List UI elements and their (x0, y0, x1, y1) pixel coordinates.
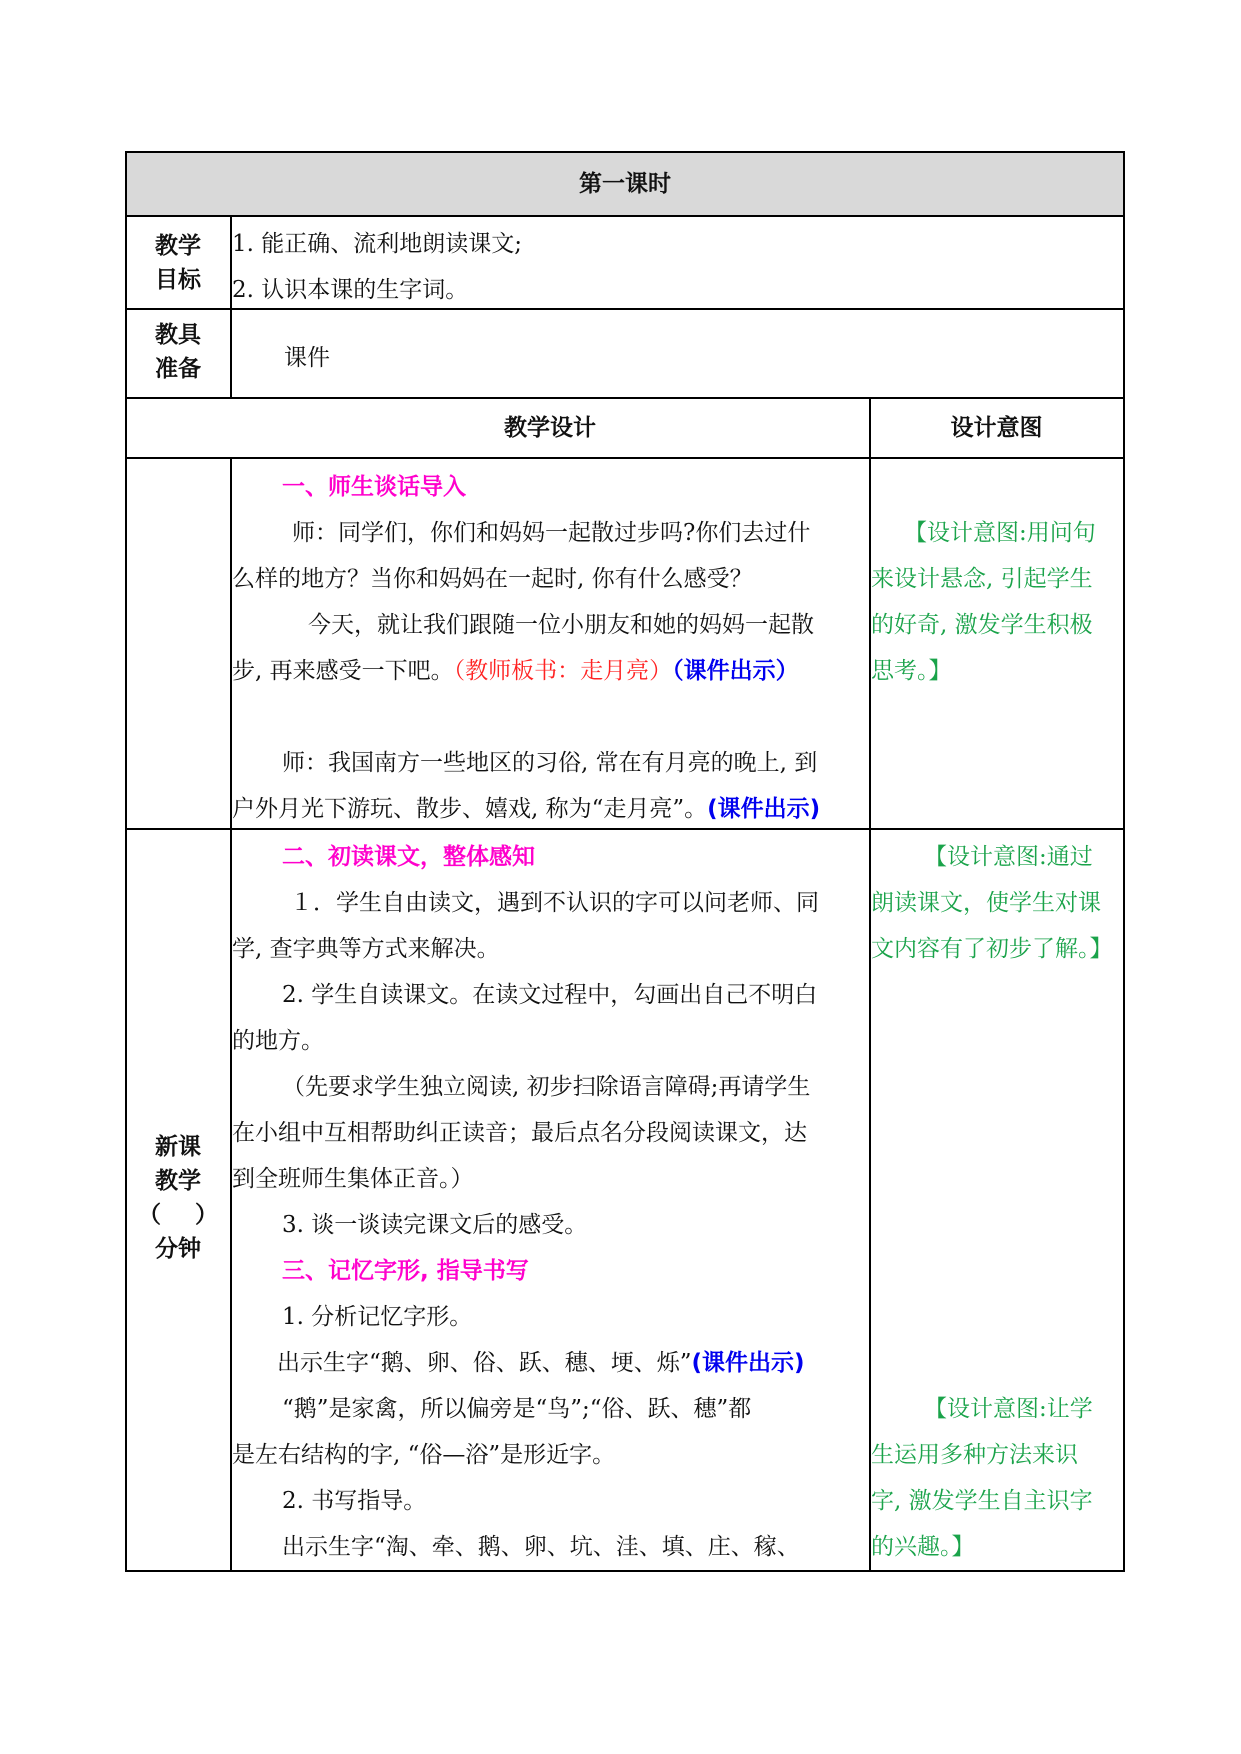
section3-intent: 生运用多种方法来识 (871, 1442, 1078, 1468)
intent-header: 设计意图 (950, 415, 1043, 441)
objective-line: 2. 认识本课的生字词。 (232, 277, 469, 303)
section3-line: 2. 书写指导。 (282, 1488, 427, 1514)
section1-intent: 思考。】 (871, 658, 952, 684)
section3-intent: 【设计意图:让学 (924, 1396, 1093, 1422)
section2-line: 学, 查字典等方式来解决。 (232, 936, 500, 962)
section3-intent: 的兴趣。】 (871, 1534, 975, 1560)
section2-line: １．学生自由读文，遇到不认识的字可以问老师、同 (290, 890, 819, 916)
section2-intent: 文内容有了初步了解。】 (871, 936, 1113, 962)
section1-intent: 来设计悬念, 引起学生 (871, 566, 1093, 592)
courseware-note: （课件出示） (672, 658, 799, 684)
section3-line: 是左右结构的字, “俗—浴”是形近字。 (232, 1442, 616, 1468)
table-border-right (1123, 151, 1125, 1572)
section3-line: 出示生字“鹅、卵、俗、跃、穗、埂、烁”(课件出示) (277, 1350, 805, 1376)
tools-value: 课件 (284, 345, 330, 371)
courseware-note: (课件出示) (691, 1350, 805, 1376)
section1-line: 师：同学们，你们和妈妈一起散过步吗?你们去过什 (292, 520, 811, 546)
section2-line: 在小组中互相帮助纠正读音；最后点名分段阅读课文，达 (232, 1120, 807, 1146)
section3-intent: 字, 激发学生自主识字 (871, 1488, 1093, 1514)
table-rule (125, 397, 1125, 399)
section1-line: 步, 再来感受一下吧。（教师板书：走月亮）（课件出示） (232, 658, 799, 684)
label-column-rule (230, 457, 232, 1572)
section3-line: 1. 分析记忆字形。 (282, 1304, 473, 1330)
section1-line: 师：我国南方一些地区的习俗, 常在有月亮的晚上, 到 (282, 750, 818, 776)
table-border-top (125, 151, 1125, 153)
section2-intent: 朗读课文，使学生对课 (871, 890, 1101, 916)
section1-heading: 一、师生谈话导入 (282, 474, 466, 500)
new-lesson-label: 新课 教学 （ ） 分钟 (138, 1134, 218, 1262)
section2-line: 的地方。 (232, 1028, 324, 1054)
tools-label: 教具 准备 (155, 322, 201, 382)
objective-line: 1. 能正确、流利地朗读课文; (232, 231, 523, 257)
page-title: 第一课时 (579, 171, 671, 197)
design-header: 教学设计 (504, 415, 596, 441)
table-rule (125, 457, 1125, 459)
board-note: （教师板书：走月亮） (453, 658, 673, 684)
section3-line: 出示生字“淘、牵、鹅、卵、坑、洼、填、庄、稼、 (282, 1534, 800, 1560)
section1-intent: 【设计意图:用问句 (904, 520, 1096, 546)
section2-intent: 【设计意图:通过 (924, 844, 1093, 870)
section3-line: “鹅”是家禽，所以偏旁是“鸟”;“俗、跃、穗”都 (282, 1396, 752, 1422)
section2-line: 3. 谈一谈读完课文后的感受。 (282, 1212, 588, 1238)
section1-intent: 的好奇, 激发学生积极 (871, 612, 1093, 638)
section2-line: 2. 学生自读课文。在读文过程中，勾画出自己不明白 (282, 982, 818, 1008)
table-rule (125, 215, 1125, 217)
objectives-label: 教学 目标 (155, 233, 201, 293)
section1-line: 户外月光下游玩、散步、嬉戏, 称为“走月亮”。(课件出示) (232, 796, 821, 822)
table-border-bottom (125, 1570, 1125, 1572)
section2-heading: 二、初读课文，整体感知 (282, 844, 535, 870)
courseware-note: (课件出示) (707, 796, 821, 822)
section1-line: 今天，就让我们跟随一位小朋友和她的妈妈一起散 (308, 612, 814, 638)
section3-heading: 三、记忆字形, 指导书写 (282, 1258, 529, 1284)
section2-line: 到全班师生集体正音。） (232, 1166, 474, 1192)
section1-line: 么样的地方？当你和妈妈在一起时, 你有什么感受？ (232, 566, 753, 592)
section2-line: （先要求学生独立阅读, 初步扫除语言障碍;再请学生 (282, 1074, 811, 1100)
